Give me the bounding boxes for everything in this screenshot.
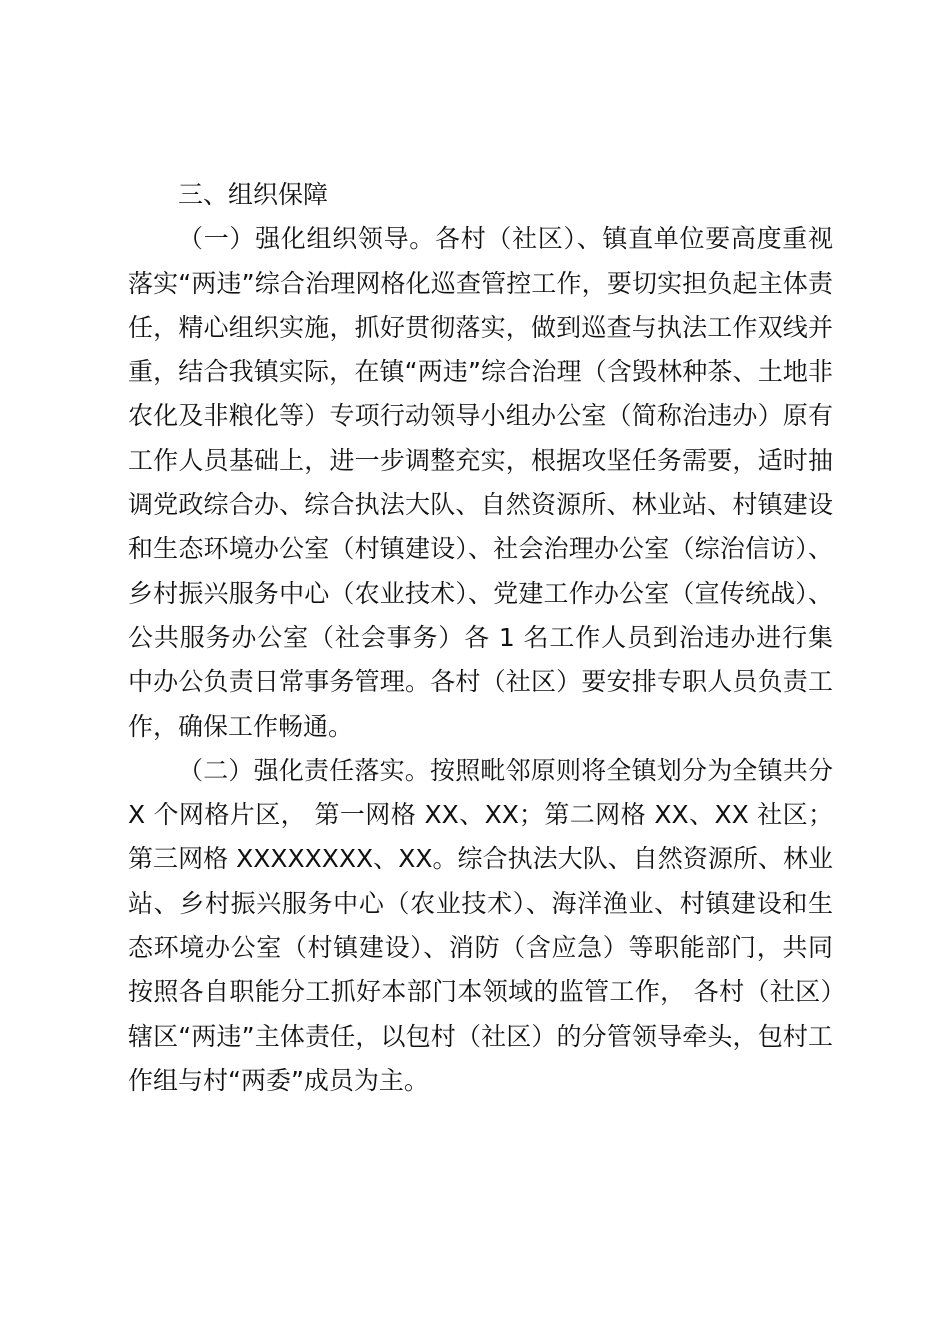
- section-heading: 三、组织保障: [178, 180, 329, 209]
- paragraph-organization-leadership: （一）强化组织领导。各村（社区）、镇直单位要高度重视落实“两违”综合治理网格化巡查管控工作，要切实担负起主体责任，精心组织实施，抓好贯彻落实，做到巡查与执法工作双线并重，结合我镇实际，在镇“两违”综合治理（含毁林种茶、土地非农化及非粮化等）专项行动领导小组办公室（简称治违办）原有工作人员基础上，进一步调整充实，根据攻坚任务需要，适时抽调党政综合办、综合执法大队、自然资源所、林业站、村镇建设和生态环境办公室（村镇建设）、社会治理办公室（综治信访）、乡村振兴服务中心（农业技术）、党建工作办公室（宣传统战）、公共服务办公室（社会事务）各 1 名工作人员到治违办进行集中办公负责日常事务管理。各村（社区）要安排专职人员负责工作，确保工作畅通。: [128, 224, 833, 741]
- document-body: [128, 173, 833, 1103]
- paragraph-responsibility-implementation: （二）强化责任落实。按照毗邻原则将全镇划分为全镇共分 X 个网格片区， 第一网格 XX、XX；第二网格 XX、XX 社区；第三网格 XXXXXXXX、XX。综合执法大队、自然资源所、林业站、乡村振兴服务中心（农业技术）、海洋渔业、村镇建设和生态环境办公室（村镇建设）、消防（含应急）等职能部门，共同按照各自职能分工抓好本部门本领域的监管工作， 各村（社区）辖区“两违”主体责任，以包村（社区）的分管领导牵头，包村工作组与村“两委”成员为主。: [128, 755, 833, 1095]
